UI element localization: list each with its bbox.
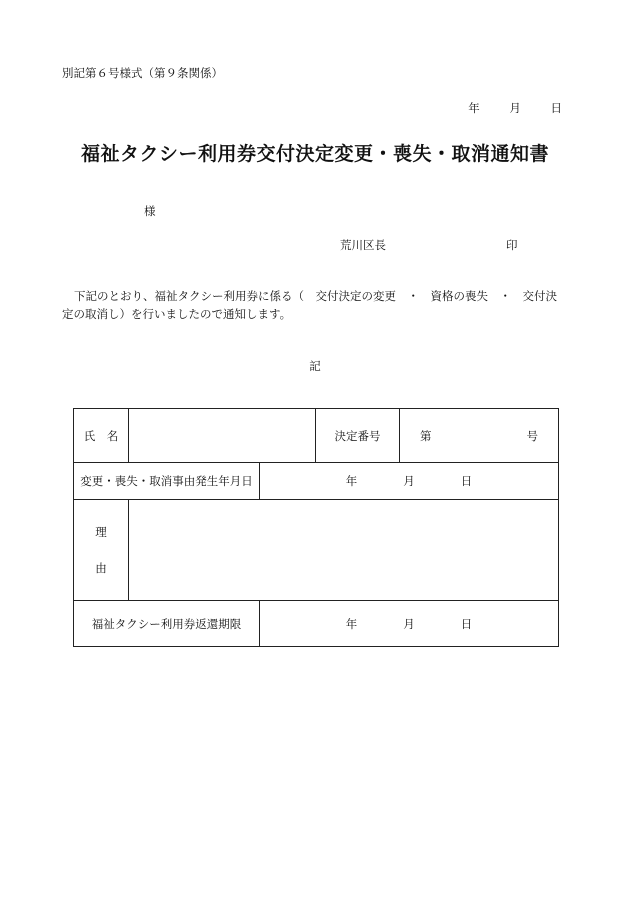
table-row [74,463,559,500]
return-year: 年 [345,616,358,631]
table-row [74,601,559,647]
ki-heading: 記 [309,359,321,373]
option-loss: 資格の喪失 [430,289,488,303]
decision-number-label: 決定番号 [316,409,400,463]
reason-label-char-1: 理 [95,525,107,539]
occurrence-month: 月 [403,474,415,488]
separator-1: ・ [396,289,431,303]
seal-mark: 印 [506,238,518,252]
body-part-2: ）を行いましたので通知します。 [119,307,292,321]
reason-label [74,500,129,601]
date-year: 年 [468,101,480,115]
issuer-name: 荒川区長 [340,238,386,252]
date-month: 月 [509,101,521,115]
date-day: 日 [550,101,562,115]
date-line [468,100,562,116]
return-deadline-field[interactable] [260,601,559,647]
record-table [73,408,559,647]
occurrence-day: 日 [460,474,473,488]
separator-2: ・ [488,289,523,303]
table-row [74,500,559,601]
occurrence-date-label: 変更・喪失・取消事由発生年月日 [74,463,260,500]
return-deadline-label: 福祉タクシー利用券返還期限 [74,601,260,647]
form-number: 別記第６号様式（第９条関係） [62,66,223,80]
option-change: 交付決定の変更 [315,289,396,303]
name-field[interactable] [129,409,316,463]
reason-field[interactable] [129,500,559,601]
recipient-suffix: 様 [144,204,156,218]
return-month: 月 [403,616,415,631]
decision-number-field[interactable] [400,409,559,463]
body-part-1: 下記のとおり、福祉タクシー利用券に係る（ [74,289,316,303]
reason-label-char-2: 由 [95,561,107,575]
name-label: 氏 名 [74,409,129,463]
option-cancel: 交付決定の取消し [62,289,557,321]
decision-number-suffix: 号 [526,428,538,443]
occurrence-year: 年 [345,474,358,488]
occurrence-date-field[interactable] [260,463,559,500]
return-day: 日 [460,616,473,631]
table-row [74,409,559,463]
document-title: 福祉タクシー利用券交付決定変更・喪失・取消通知書 [80,143,549,165]
notice-body [62,287,568,323]
decision-number-prefix: 第 [420,428,432,443]
